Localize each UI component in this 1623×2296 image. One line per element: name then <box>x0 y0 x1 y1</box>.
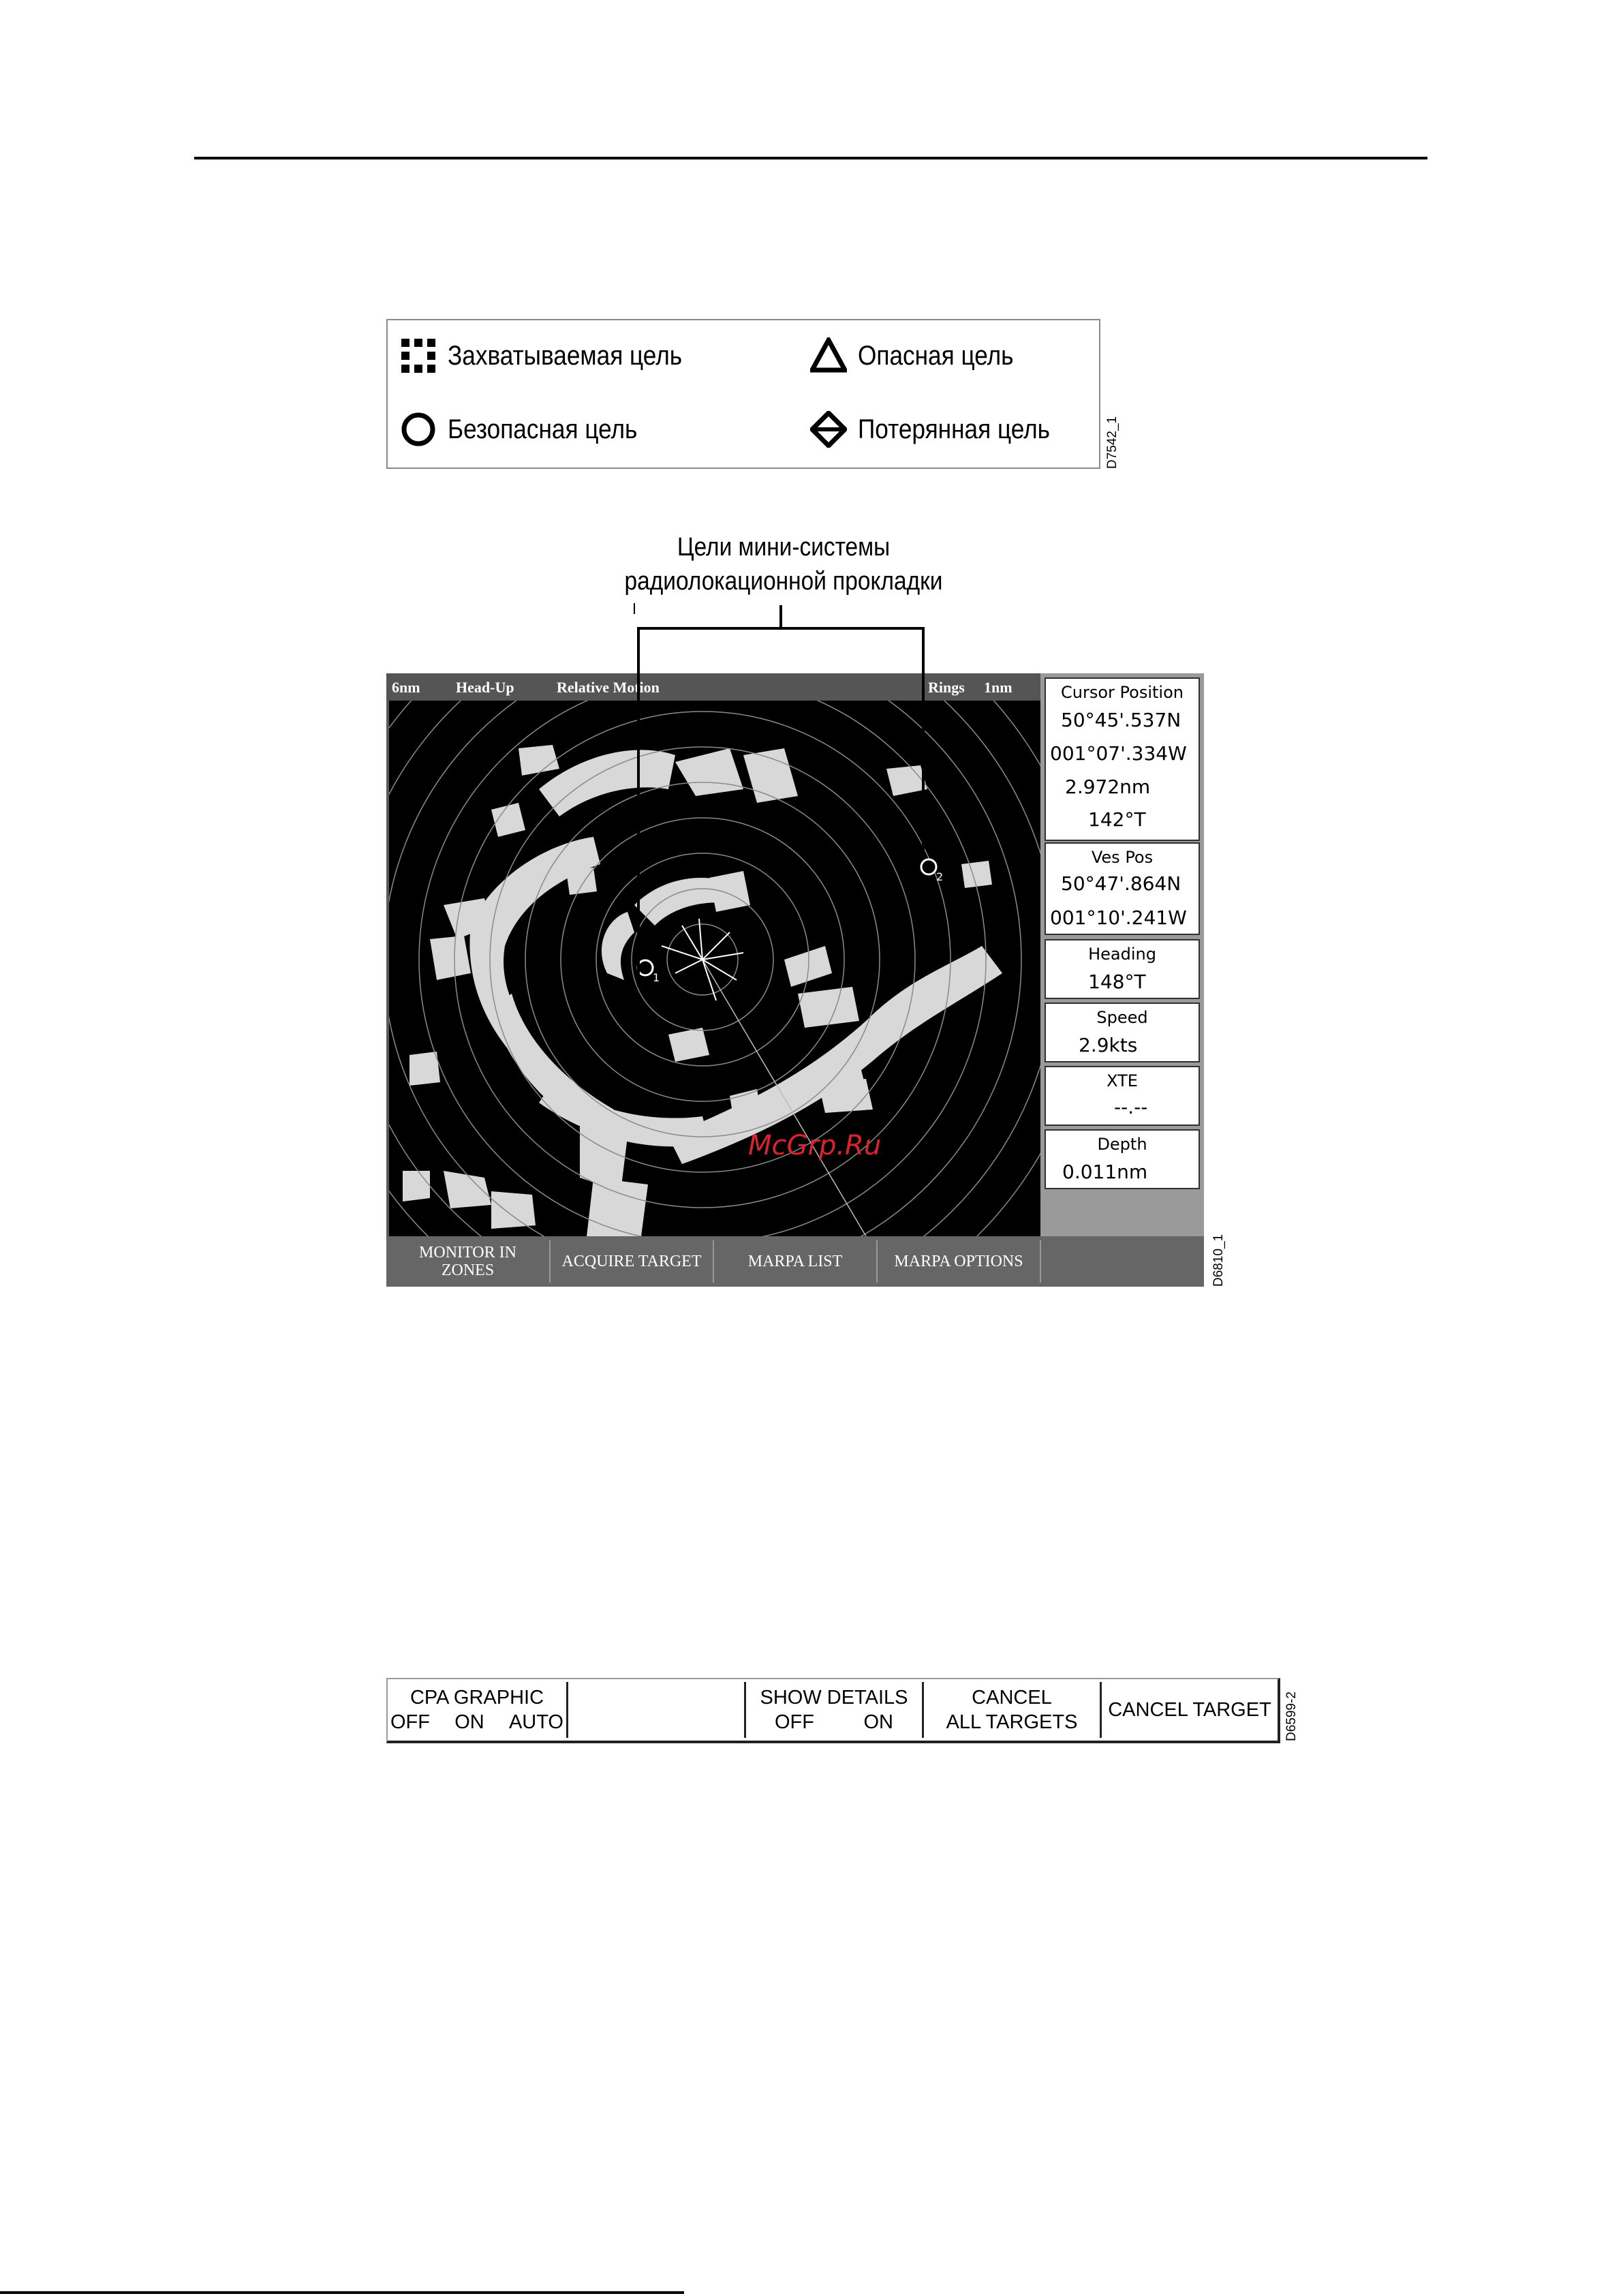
acquiring-target-icon <box>400 337 437 374</box>
target-legend <box>386 319 1100 469</box>
xte-title: XTE <box>1107 1071 1138 1090</box>
vessel-lon: 001°10'.241W <box>1050 906 1187 929</box>
cpa-figure-code: D6599-2 <box>1284 1692 1299 1741</box>
speed-value: 2.9kts <box>1079 1034 1138 1056</box>
show-opt-off: OFF <box>775 1711 814 1733</box>
heading-value: 148°T <box>1088 970 1146 993</box>
show-details-options <box>746 1710 922 1734</box>
speed-box <box>1045 1002 1200 1062</box>
dangerous-target-icon <box>810 337 847 374</box>
range-indicator[interactable]: 6nm <box>392 679 420 696</box>
vessel-lat: 50°47'.864N <box>1061 872 1181 895</box>
show-opt-on: ON <box>863 1711 893 1733</box>
softkey-label: ZONES <box>441 1261 495 1279</box>
heading-box <box>1045 939 1200 999</box>
rings-label: Rings <box>928 679 965 696</box>
legend-item-lost <box>810 409 1076 450</box>
callout-leader-lines <box>630 605 930 987</box>
cpa-opt-on: ON <box>454 1711 484 1733</box>
cpa-graphic-title: CPA GRAPHIC <box>409 1687 544 1709</box>
legend-item-acquiring <box>400 335 714 376</box>
callout-line2: радиолокационной прокладки <box>624 567 943 596</box>
top-rule <box>194 157 1427 159</box>
marpa-options-button[interactable]: MARPA OPTIONS <box>878 1240 1041 1283</box>
orientation-mode[interactable]: Head-Up <box>456 679 514 696</box>
motion-mode[interactable]: Relative Motion <box>557 679 660 696</box>
lost-target-icon <box>810 411 847 448</box>
target-1-label: 1 <box>653 971 660 984</box>
bottom-rule <box>0 2291 684 2294</box>
show-details-button[interactable] <box>746 1679 922 1741</box>
xte-box <box>1045 1066 1200 1126</box>
legend-item-dangerous <box>810 335 1035 376</box>
heading-title: Heading <box>1088 945 1156 964</box>
vessel-position-title: Ves Pos <box>1091 848 1154 867</box>
cursor-position-box <box>1045 677 1200 841</box>
cpa-opt-auto: AUTO <box>508 1711 563 1733</box>
data-panel <box>1040 673 1204 1236</box>
xte-value: --.-- <box>1114 1096 1148 1118</box>
depth-title: Depth <box>1097 1135 1147 1154</box>
callout-text <box>621 530 945 598</box>
softkey-label: MONITOR IN <box>419 1244 516 1261</box>
legend-figure-code: D7542_1 <box>1105 416 1119 469</box>
safe-target-icon <box>400 411 437 448</box>
depth-value: 0.011nm <box>1062 1161 1148 1183</box>
speed-title: Speed <box>1096 1008 1148 1027</box>
radar-softkey-bar <box>386 1236 1204 1287</box>
cancel-target-button[interactable] <box>1102 1679 1278 1741</box>
cursor-lat: 50°45'.537N <box>1061 709 1181 731</box>
legend-label: Потерянная цель <box>858 414 1050 444</box>
legend-label: Захватываемая цель <box>448 340 683 371</box>
cursor-bearing: 142°T <box>1088 808 1146 831</box>
marpa-list-button[interactable]: MARPA LIST <box>714 1240 878 1283</box>
cancel-all-targets-button[interactable] <box>924 1679 1100 1741</box>
watermark: McGrp.Ru <box>748 1130 882 1161</box>
cpa-graphic-button[interactable] <box>388 1679 566 1741</box>
legend-item-safe <box>400 409 663 450</box>
callout-line1: Цели мини-системы <box>677 533 891 562</box>
empty-softkey[interactable] <box>1041 1240 1204 1283</box>
legend-label: Безопасная цель <box>448 414 638 444</box>
cancel-all-line2: ALL TARGETS <box>946 1711 1078 1733</box>
show-details-title: SHOW DETAILS <box>760 1687 908 1709</box>
legend-label: Опасная цель <box>858 340 1014 371</box>
monitor-in-zones-button[interactable] <box>386 1240 551 1283</box>
empty-softkey[interactable] <box>568 1679 744 1741</box>
cursor-position-title: Cursor Position <box>1061 683 1184 702</box>
cursor-range: 2.972nm <box>1065 776 1151 798</box>
cpa-opt-off: OFF <box>390 1711 430 1733</box>
cancel-all-line1: CANCEL <box>972 1687 1052 1709</box>
vessel-position-box <box>1045 842 1200 935</box>
cursor-lon: 001°07'.334W <box>1050 742 1187 765</box>
depth-box <box>1045 1129 1200 1189</box>
marpa-options-softkey-bar <box>386 1678 1280 1743</box>
cpa-graphic-options <box>388 1710 566 1734</box>
radar-figure-code: D6810_1 <box>1211 1234 1226 1287</box>
acquire-target-button[interactable]: ACQUIRE TARGET <box>551 1240 714 1283</box>
target-2-label: 2 <box>936 870 944 883</box>
rings-value: 1nm <box>984 679 1013 696</box>
cancel-target-label: CANCEL TARGET <box>1108 1699 1271 1721</box>
